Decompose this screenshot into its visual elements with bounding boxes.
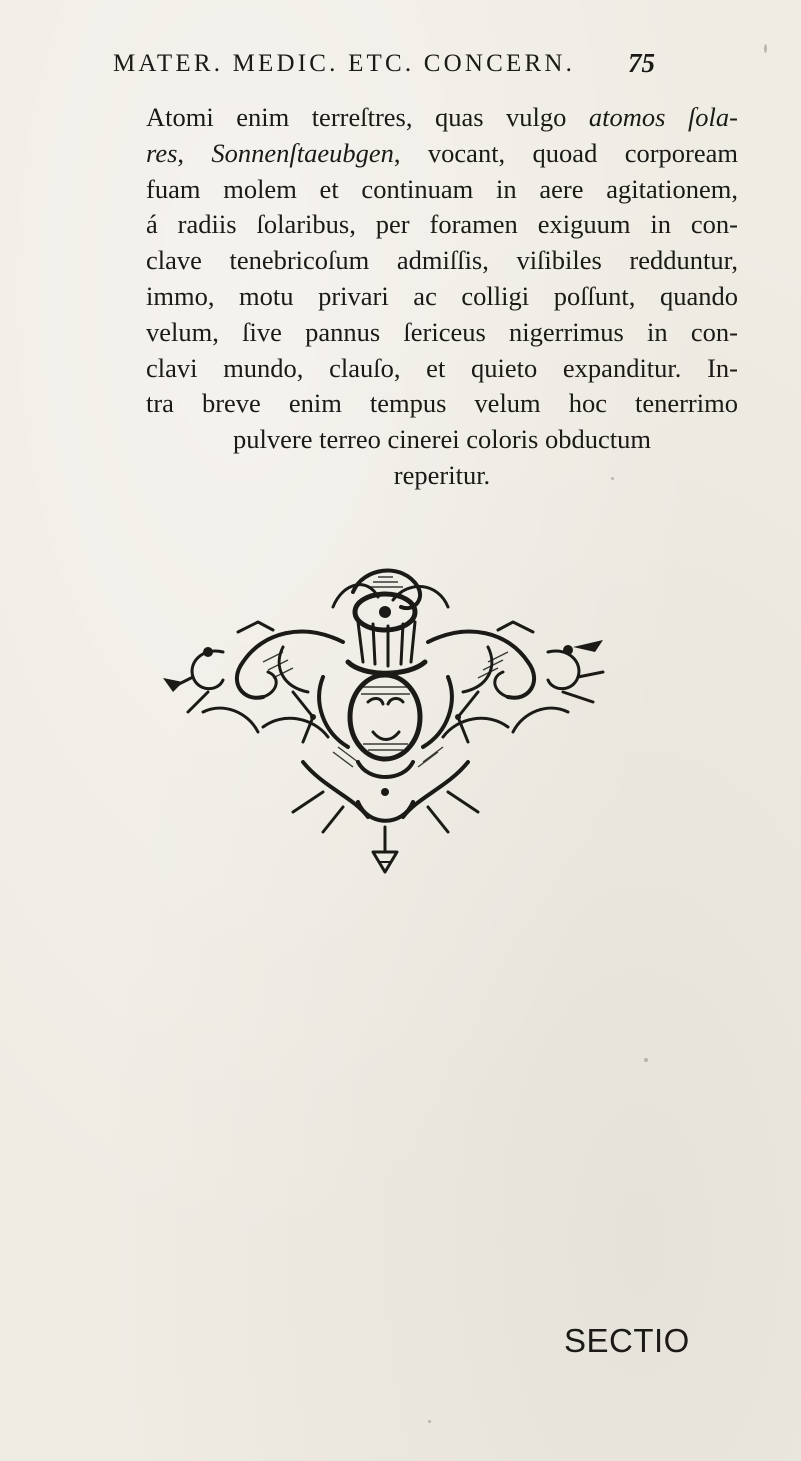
paper-speck	[644, 1058, 648, 1062]
text-line-11: reperitur.	[393, 459, 491, 490]
text-line-9: tra breve enim tempus velum hoc tenerrimo	[146, 388, 738, 419]
line-2-roman-b: , vocant, quoad corpoream	[393, 137, 738, 168]
text-line-5: clave tenebricoſum admiſſis, viſibiles redduntur,	[146, 245, 738, 276]
text-line-10: pulvere terreo cinerei coloris obductum	[233, 424, 651, 455]
page-number: 75	[628, 48, 655, 78]
line-2-italic-a: res	[146, 137, 178, 168]
text-line-2	[146, 136, 738, 172]
catchword: SECTIO	[564, 1322, 690, 1359]
line-1-roman: Atomi enim terreſtres, quas vulgo	[146, 102, 589, 132]
line-1-italic: atomos ſola-	[588, 102, 738, 132]
text-line-8: clavi mundo, clauſo, et quieto expanditur. In-	[146, 352, 738, 383]
text-line-3: fuam molem et continuam in aere agitationem,	[146, 173, 738, 204]
paper-speck	[428, 1420, 431, 1423]
paper-speck	[611, 477, 614, 480]
text-line-1	[146, 100, 738, 136]
body-paragraph	[146, 100, 738, 494]
text-line-6: immo, motu privari ac colligi poſſunt, quando	[146, 280, 738, 311]
text-line-4: á radiis ſolaribus, per foramen exiguum in con-	[146, 209, 738, 240]
text-line-7: velum, ſive pannus ſericeus nigerrimus in con-	[146, 316, 738, 347]
running-head	[113, 50, 733, 90]
line-2-roman-a: ,	[177, 137, 212, 168]
line-2-italic-b: Sonnenſtaeubgen	[211, 137, 394, 168]
running-title: MATER. MEDIC. ETC. CONCERN.	[113, 50, 576, 77]
paper-speck	[764, 44, 767, 53]
floral-tailpiece-icon	[163, 552, 613, 882]
